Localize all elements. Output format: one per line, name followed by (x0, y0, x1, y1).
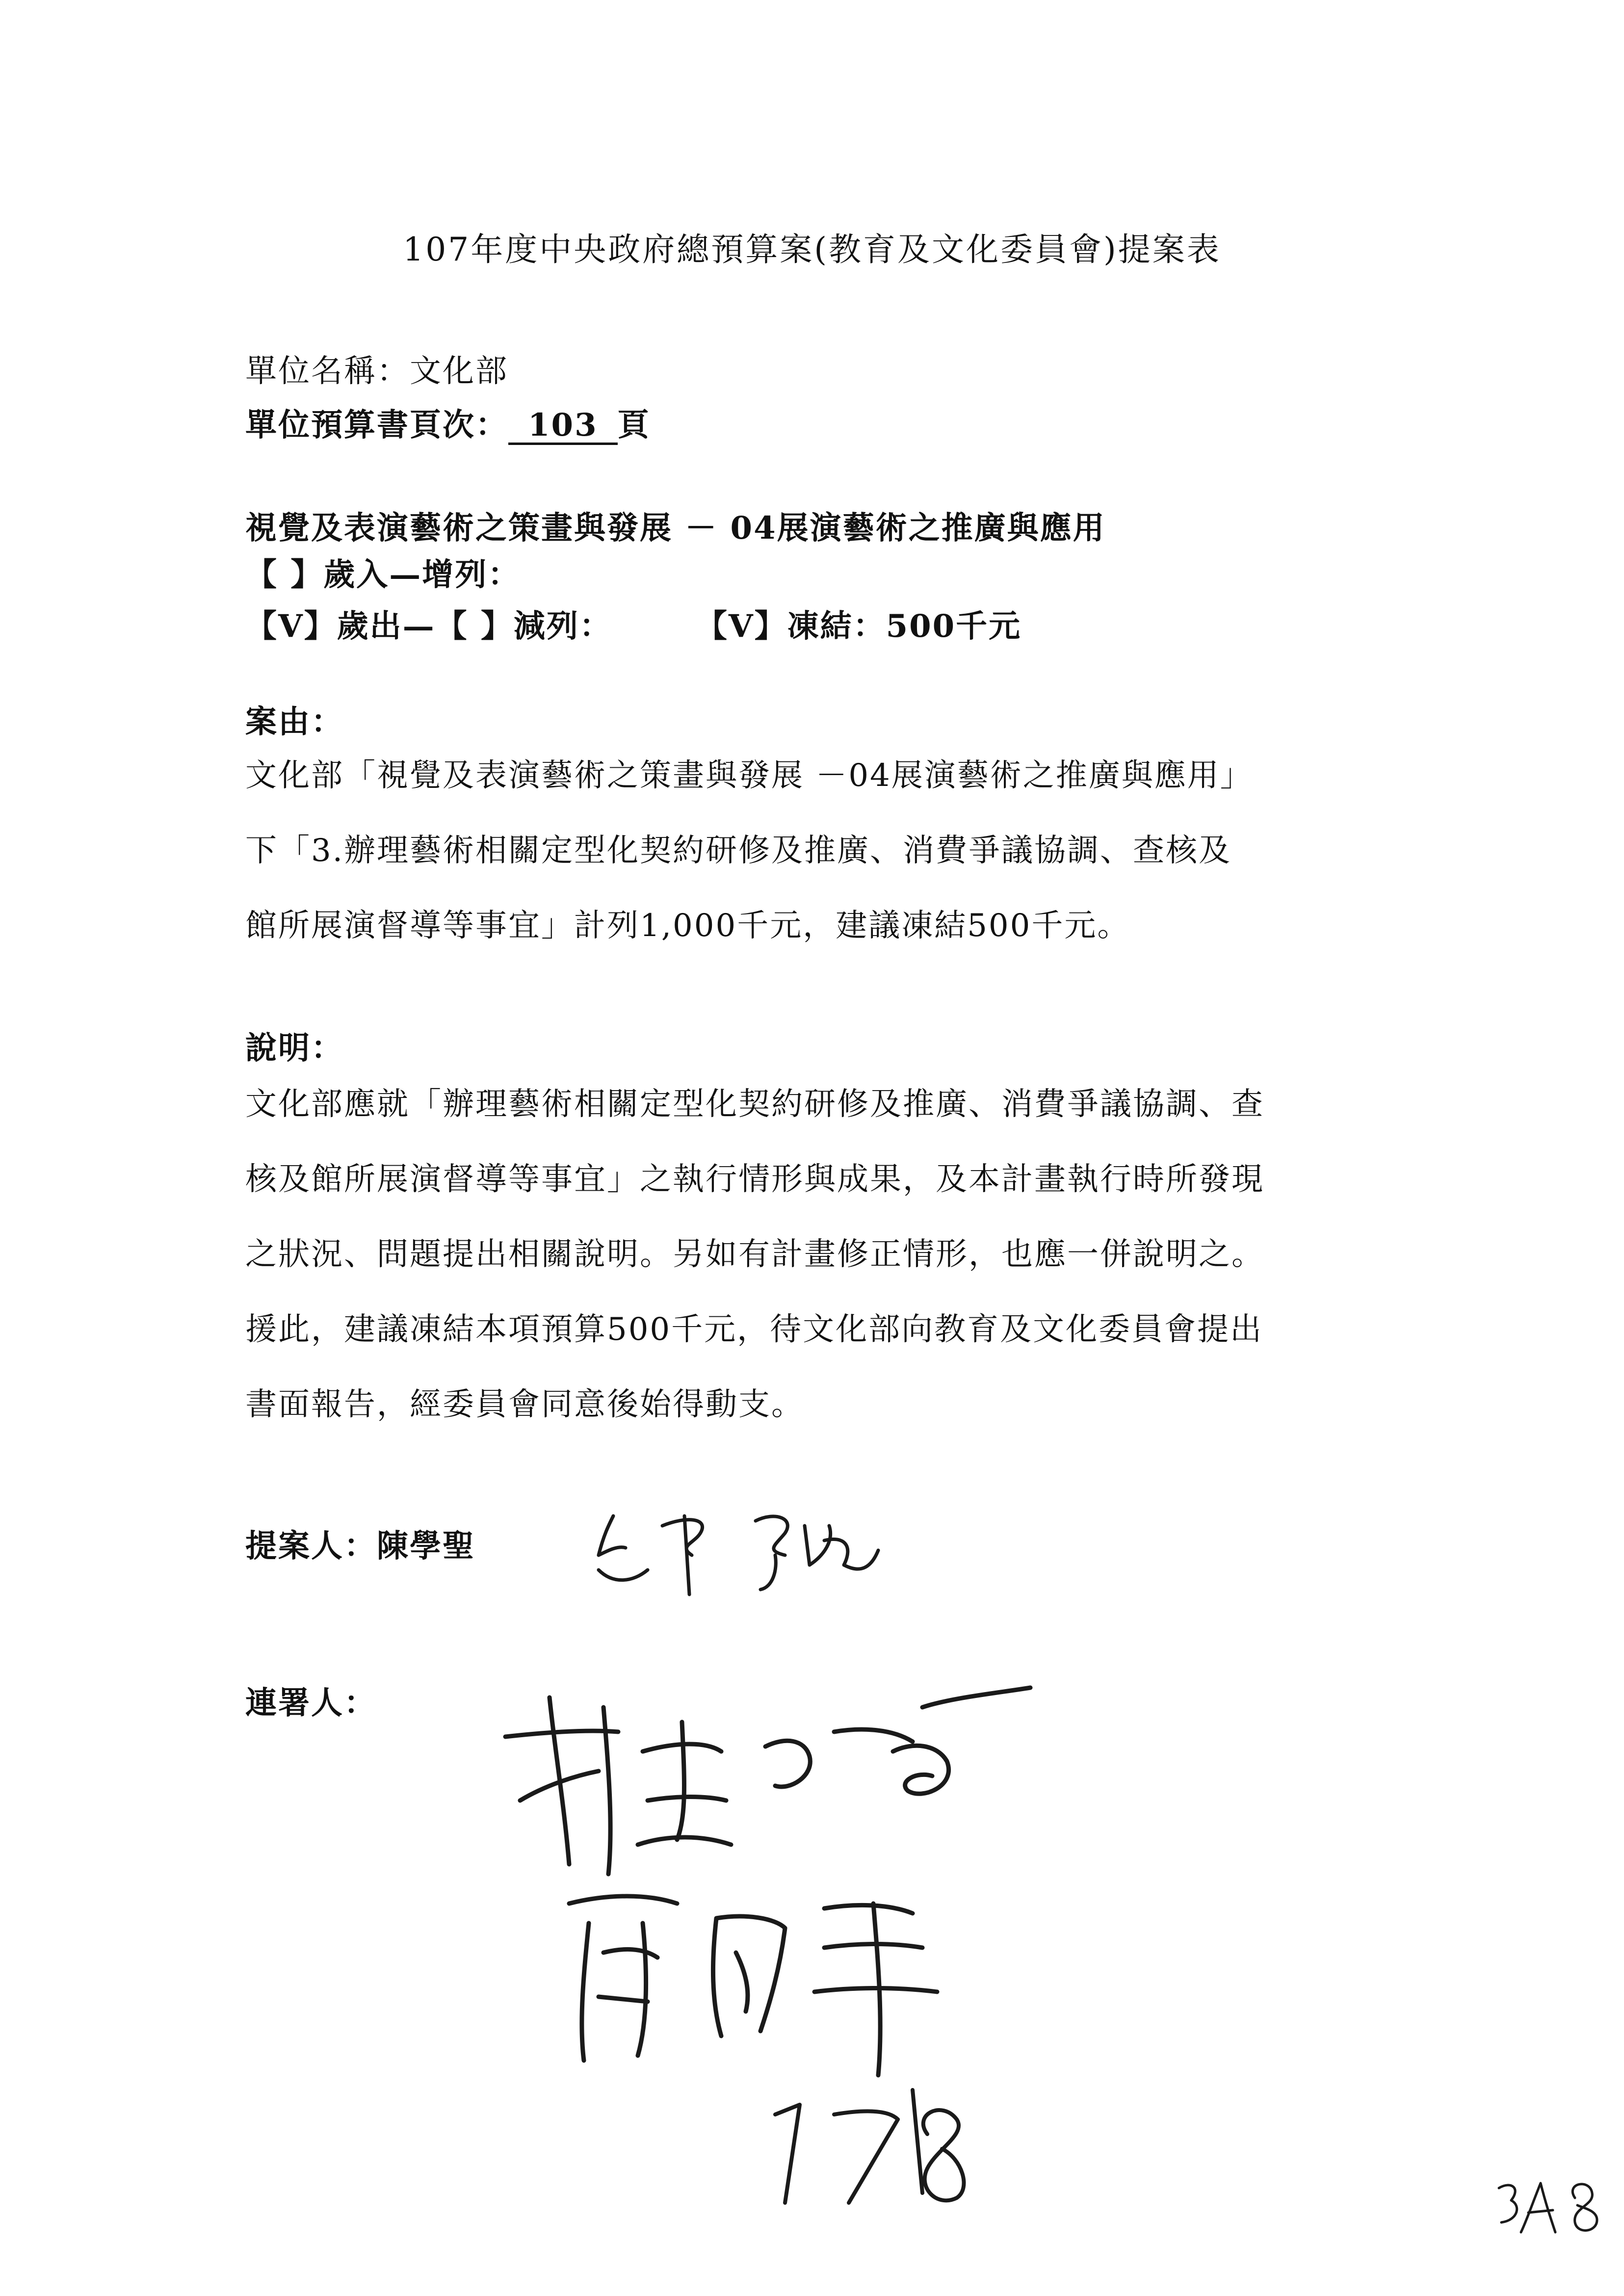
reason-line: 下「3.辦理藝術相關定型化契約研修及推廣、消費爭議協調、查核及 (245, 833, 1232, 869)
program-name: 視覺及表演藝術之策畫與發展 － 04展演藝術之推廣與應用 (245, 510, 1106, 547)
document-title: 107年度中央政府總預算案(教育及文化委員會)提案表 (403, 231, 1221, 268)
corner-mark (1492, 2168, 1609, 2242)
expense-reduction: 【V】歲出—【 】減列： (245, 608, 612, 645)
explanation-line: 書面報告，經委員會同意後始得動支。 (245, 1386, 804, 1423)
reason-body (245, 738, 1388, 964)
cosigner-signature-2 (550, 1874, 981, 2080)
unit-name: 單位名稱：文化部 (245, 353, 508, 390)
cosigner-signature-1 (491, 1678, 1040, 1884)
budget-page-line (245, 400, 651, 445)
budget-page-suffix: 頁 (617, 407, 651, 444)
revenue-line: 【 】歲入—增列： (245, 556, 521, 593)
budget-page-number: 103 (508, 408, 618, 445)
expense-freeze: 【V】凍結：500千元 (695, 608, 1022, 645)
reason-line: 館所展演督導等事宜」計列1,000千元，建議凍結500千元。 (245, 908, 1130, 944)
expense-line (245, 601, 1022, 646)
explanation-line: 核及館所展演督導等事宜」之執行情形與成果，及本計畫執行時所發現 (245, 1161, 1264, 1198)
budget-page-label: 單位預算書頁次： (245, 407, 508, 444)
proposer-signature (579, 1496, 932, 1604)
page-mark (765, 2075, 1021, 2222)
reason-heading: 案由： (245, 704, 344, 740)
proposer-line: 提案人：陳學聖 (245, 1528, 475, 1565)
reason-line: 文化部「視覺及表演藝術之策畫與發展 －04展演藝術之推廣與應用」 (245, 757, 1253, 794)
cosigners-label: 連署人： (245, 1685, 377, 1722)
explanation-body (245, 1067, 1388, 1442)
explanation-line: 文化部應就「辦理藝術相關定型化契約研修及推廣、消費爭議協調、查 (245, 1086, 1264, 1122)
explanation-line: 援此，建議凍結本項預算500千元，待文化部向教育及文化委員會提出 (245, 1311, 1263, 1348)
explanation-line: 之狀況、問題提出相關說明。另如有計畫修正情形，也應一併說明之。 (245, 1236, 1264, 1273)
explanation-heading: 說明： (245, 1030, 344, 1067)
